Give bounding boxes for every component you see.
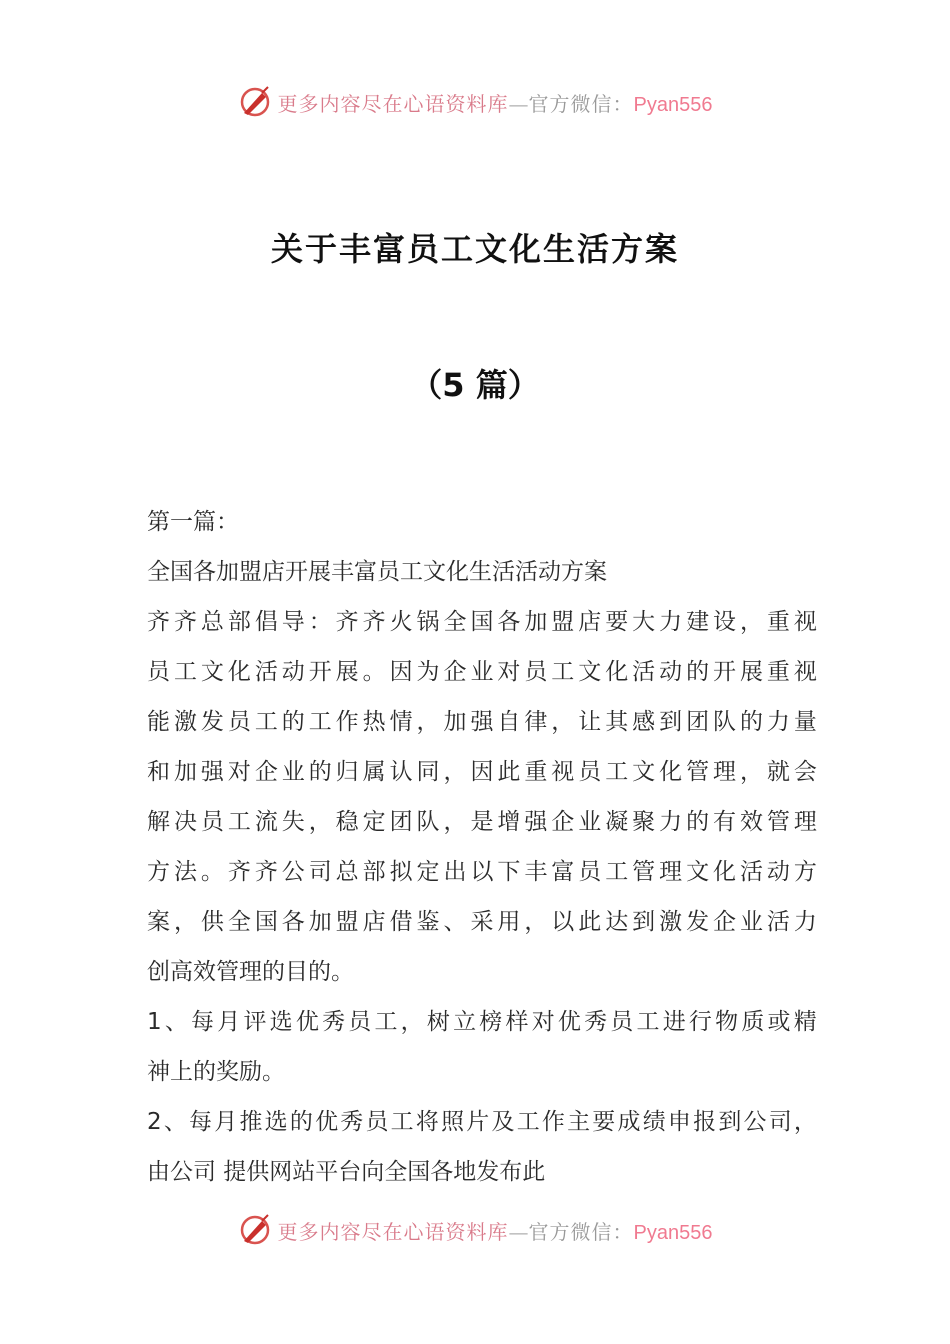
body-line: 案 ， 供 全 国 各 加 盟 店 借 鉴 、 采 用 ， 以 此 达 到 激 发 企 业 活 力 bbox=[147, 909, 817, 935]
document-subtitle: （5 篇） bbox=[410, 366, 540, 404]
body-line: 齐 齐 总 部 倡 导 ： 齐 齐 火 锅 全 国 各 加 盟 店 要 大 力 建 设 ， 重 视 bbox=[147, 609, 817, 635]
body-line: 创高效管理的目的。 bbox=[147, 959, 354, 985]
watermark-text: 更多内容尽在心语资料库—官方微信：Pyan556 bbox=[277, 91, 713, 116]
pen-logo-icon bbox=[238, 1213, 272, 1247]
body-line: 能 激 发 员 工 的 工 作 热 情 ， 加 强 自 律 ， 让 其 感 到 团 队 的 力 量 bbox=[147, 709, 817, 735]
body-line: 解 决 员 工 流 失 ， 稳 定 团 队 ， 是 增 强 企 业 凝 聚 力 的 有 效 管 理 bbox=[147, 809, 817, 835]
pen-logo-icon bbox=[238, 85, 272, 119]
document-body bbox=[147, 497, 817, 1197]
header-watermark bbox=[0, 82, 950, 122]
body-line: 1 、 每 月 评 选 优 秀 员 工 ， 树 立 榜 样 对 优 秀 员 工 进 行 物 质 或 精 bbox=[147, 1009, 817, 1035]
body-line: 方 法 。 齐 齐 公 司 总 部 拟 定 出 以 下 丰 富 员 工 管 理 文 化 活 动 方 bbox=[147, 859, 817, 885]
document-title: 关于丰富员工文化生活方案 bbox=[270, 230, 679, 268]
body-line: 和 加 强 对 企 业 的 归 属 认 同 ， 因 此 重 视 员 工 文 化 管 理 ， 就 会 bbox=[147, 759, 817, 785]
footer-watermark bbox=[0, 1210, 950, 1250]
body-line: 由公司 提供网站平台向全国各地发布此 bbox=[147, 1159, 546, 1185]
watermark-text: 更多内容尽在心语资料库—官方微信：Pyan556 bbox=[277, 1219, 713, 1244]
body-line: 第一篇： bbox=[147, 509, 239, 535]
body-line: 神上的奖励。 bbox=[147, 1059, 285, 1085]
body-line: 员 工 文 化 活 动 开 展 。 因 为 企 业 对 员 工 文 化 活 动 的 开 展 重 视 bbox=[147, 659, 817, 685]
body-line: 全国各加盟店开展丰富员工文化生活活动方案 bbox=[147, 559, 607, 585]
body-line: 2 、 每 月 推 选 的 优 秀 员 工 将 照 片 及 工 作 主 要 成 绩 申 报 到 公 司 ， bbox=[147, 1109, 817, 1135]
